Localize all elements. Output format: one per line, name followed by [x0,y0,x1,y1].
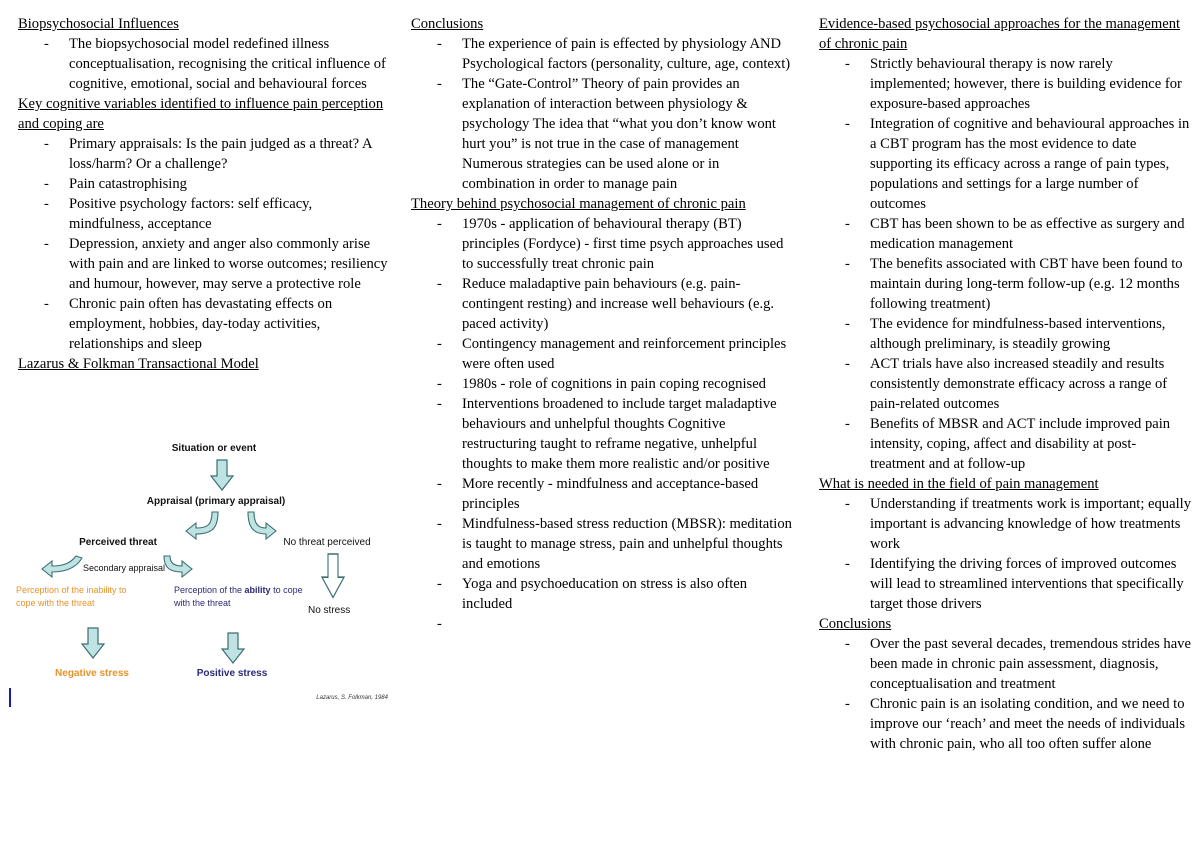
section-heading: Evidence-based psychosocial approaches for the management of chronic pain [819,16,1181,52]
list-item: - The benefits associated with CBT have been found to maintain during long-term follow-up (e.g. 12 months following treatment) [819,254,1191,314]
node-perceived-threat: Perceived threat [79,537,157,548]
curved-arrow-secondary-left-icon [42,556,82,577]
node-no-threat: No threat perceived [283,537,371,548]
list-item: - The biopsychosocial model redefined illness conceptualisation, recognising the critical influence of cognitive, emotional, social and behavioural forces [18,34,390,94]
column-left [18,14,390,374]
node-inability: Perception of the inability to cope with the threat [16,585,127,608]
node-secondary-appraisal: Secondary appraisal [82,563,166,573]
diagram-citation: Lazarus, S. Folkman, 1984 [316,695,388,701]
bullet-list [819,54,1191,474]
list-item: - Depression, anxiety and anger also commonly arise with pain and are linked to worse outcomes; resiliency and humour, however, may serve a protective role [18,234,390,294]
list-item: - Understanding if treatments work is important; equally important is advancing knowledge of how treatments work [819,494,1191,554]
node-no-stress: No stress [308,605,351,616]
list-item: - Primary appraisals: Is the pain judged as a threat? A loss/harm? Or a challenge? [18,134,390,174]
arrow-down-positive-icon [222,633,244,663]
curved-arrow-right-icon [248,512,276,539]
list-item: - Contingency management and reinforcement principles were often used [411,334,795,374]
arrow-down-negative-icon [82,628,104,658]
section-heading: Conclusions [411,16,484,32]
section-heading: Lazarus & Folkman Transactional Model [18,356,259,372]
bullet-list [411,214,795,634]
list-item: - Mindfulness-based stress reduction (MBSR): meditation is taught to manage stress, pain and unhelpful thoughts and emotions [411,514,795,574]
list-item: - Strictly behavioural therapy is now rarely implemented; however, there is building evidence for exposure-based approaches [819,54,1191,114]
list-item: - Integration of cognitive and behavioural approaches in a CBT program has the most evidence to date supporting its efficacy across a range of pain types, populations and settings for a large number of outcomes [819,114,1191,214]
list-item: - Chronic pain often has devastating effects on employment, hobbies, day-today activities, relationships and sleep [18,294,390,354]
section-heading: Biopsychosocial Influences [18,16,179,32]
list-item: - Positive psychology factors: self efficacy, mindfulness, acceptance [18,194,390,234]
column-right [819,14,1191,754]
list-item: - 1980s - role of cognitions in pain coping recognised [411,374,795,394]
node-negative-stress: Negative stress [55,668,129,679]
bullet-list [411,34,795,194]
curved-arrow-secondary-right-icon [164,556,192,577]
bullet-list [819,634,1191,754]
list-item: - Identifying the driving forces of improved outcomes will lead to streamlined interventions that specifically target those drivers [819,554,1191,614]
list-item: - Yoga and psychoeducation on stress is also often included [411,574,795,614]
section-heading: Theory behind psychosocial management of chronic pain [411,196,746,212]
list-item: - Pain catastrophising [18,174,390,194]
list-item: - The evidence for mindfulness-based interventions, although preliminary, is steadily growing [819,314,1191,354]
list-item: - 1970s - application of behavioural therapy (BT) principles (Fordyce) - first time psych approaches used to successfully treat chronic pain [411,214,795,274]
list-item: - Benefits of MBSR and ACT include improved pain intensity, coping, affect and disability at post-treatment and at follow-up [819,414,1191,474]
node-positive-stress: Positive stress [196,668,268,679]
list-item: - The “Gate-Control” Theory of pain provides an explanation of interaction between physiology & psychology The idea that “what you don’t know wont hurt you” is not true in the case of management Numerous strategies can be used alone or in combination in order to manage pain [411,74,795,194]
transactional-model-diagram [0,430,400,710]
bullet-list [18,34,390,94]
list-item: - Interventions broadened to include target maladaptive behaviours and unhelpful thoughts Cognitive restructuring taught to reframe negative, unhelpful thoughts to make them more realistic and/or positive [411,394,795,474]
node-ability: Perception of the ability to cope with the threat [174,585,303,608]
list-item: - CBT has been shown to be as effective as surgery and medication management [819,214,1191,254]
arrow-down-no-threat-icon [322,554,344,598]
text-cursor [9,688,11,707]
section-heading: What is needed in the field of pain management [819,476,1099,492]
list-item: - The experience of pain is effected by physiology AND Psychological factors (personality, culture, age, context) [411,34,795,74]
section-heading: Conclusions [819,616,892,632]
list-item: - More recently - mindfulness and acceptance-based principles [411,474,795,514]
list-item: - Chronic pain is an isolating condition, and we need to improve our ‘reach’ and meet the needs of individuals with chronic pain, who all too often suffer alone [819,694,1191,754]
column-middle [411,14,795,634]
node-appraisal: Appraisal (primary appraisal) [146,496,286,507]
bullet-list [819,494,1191,614]
section-heading: Key cognitive variables identified to influence pain perception and coping are [18,96,384,132]
arrow-down-icon [211,460,233,490]
node-situation: Situation or event [171,443,257,454]
list-item: - Over the past several decades, tremendous strides have been made in chronic pain assessment, diagnosis, conceptualisation and treatment [819,634,1191,694]
curved-arrow-left-icon [186,512,218,539]
list-item: - ACT trials have also increased steadily and results consistently demonstrate efficacy across a range of pain-related outcomes [819,354,1191,414]
list-item: - Reduce maladaptive pain behaviours (e.g. pain-contingent resting) and increase well behaviours (e.g. paced activity) [411,274,795,334]
list-item [411,614,795,634]
bullet-list [18,134,390,354]
